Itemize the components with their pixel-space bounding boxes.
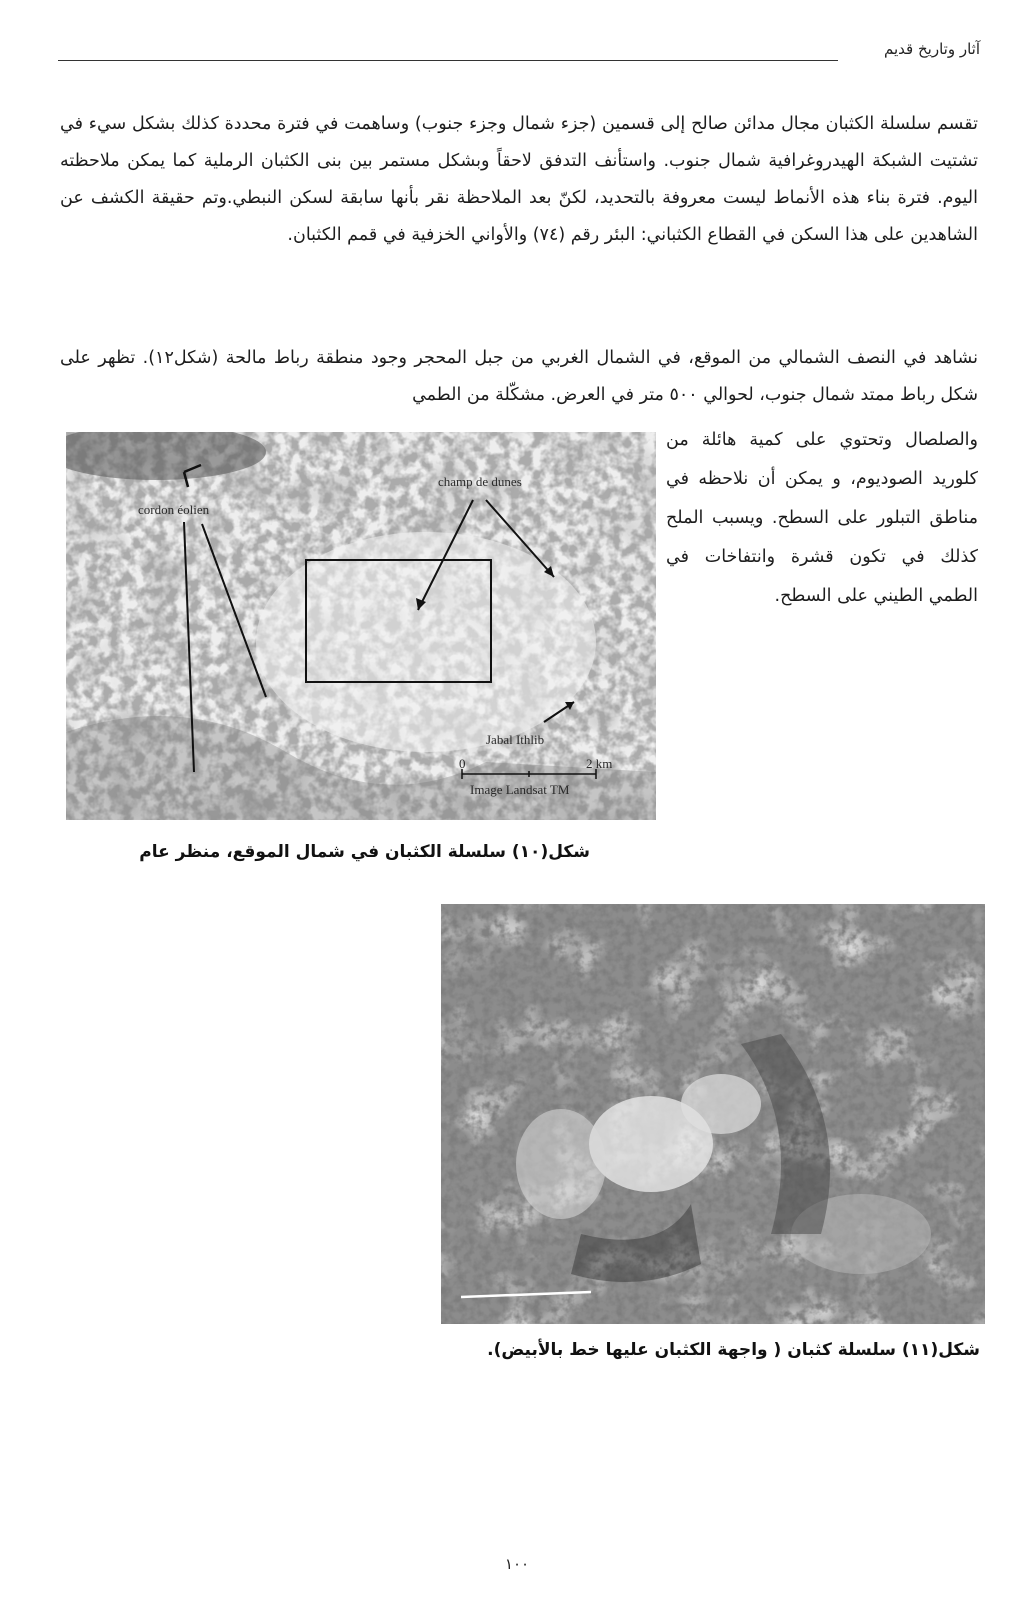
figure-10-image (66, 432, 656, 820)
label-jabal-ithlib: Jabal Ithlib (486, 732, 545, 747)
figure-11-caption: شكل(١١) سلسلة كثبان ( واجهة الكثبان عليها خط بالأبيض). (487, 1340, 980, 1360)
label-champ-de-dunes: champ de dunes (438, 474, 522, 489)
paragraph-2: نشاهد في النصف الشمالي من الموقع، في الشمال الغربي من جبل المحجر وجود منطقة رباط مالحة (شكل١٢). تظهر على شكل رباط ممتد شمال جنوب، لحوالي ٥٠٠ متر في العرض. مشكّلة من الطمي (60, 348, 978, 405)
paragraph-1: تقسم سلسلة الكثبان مجال مدائن صالح إلى قسمين (جزء شمال وجزء جنوب) وساهمت في فترة محددة كذلك بشكل سيء في تشتيت الشبكة الهيدروغرافية شمال جنوب. واستأنف التدفق لاحقاً وبشكل مستمر بين بنى الكثبان الرملية كما يمكن ملاحظته اليوم. فترة بناء هذه الأنماط ليست معروفة بالتحديد، لكنّ بعد الملاحظة نقر بأنها سابقة لسكن النبطي.وتم حقيقة الكشف عن الشاهدين على هذا السكن في القطاع الكثباني: البئر رقم (٧٤) والأواني الخزفية في قمم الكثبان. (60, 114, 978, 245)
running-header: آثار وتاريخ قديم (884, 40, 980, 58)
figure-10-caption: شكل(١٠) سلسلة الكثبان في شمال الموقع، منظر عام (139, 842, 590, 862)
scale-end-label: 2 km (586, 756, 613, 771)
scale-start-label: 0 (459, 756, 466, 771)
label-cordon-eolien: cordon éolien (138, 502, 210, 517)
page-number: ١٠٠ (504, 1555, 530, 1573)
header-rule (58, 60, 838, 61)
image-source-label: Image Landsat TM (470, 782, 570, 797)
figure-11-image (441, 904, 985, 1324)
paragraph-3: والصلصال وتحتوي على كمية هائلة من كلوريد الصوديوم، و يمكن أن نلاحظه في مناطق التبلور على السطح. ويسبب الملح كذلك في تكون قشرة وانتفاخات في الطمي الطيني على السطح. (666, 430, 978, 606)
